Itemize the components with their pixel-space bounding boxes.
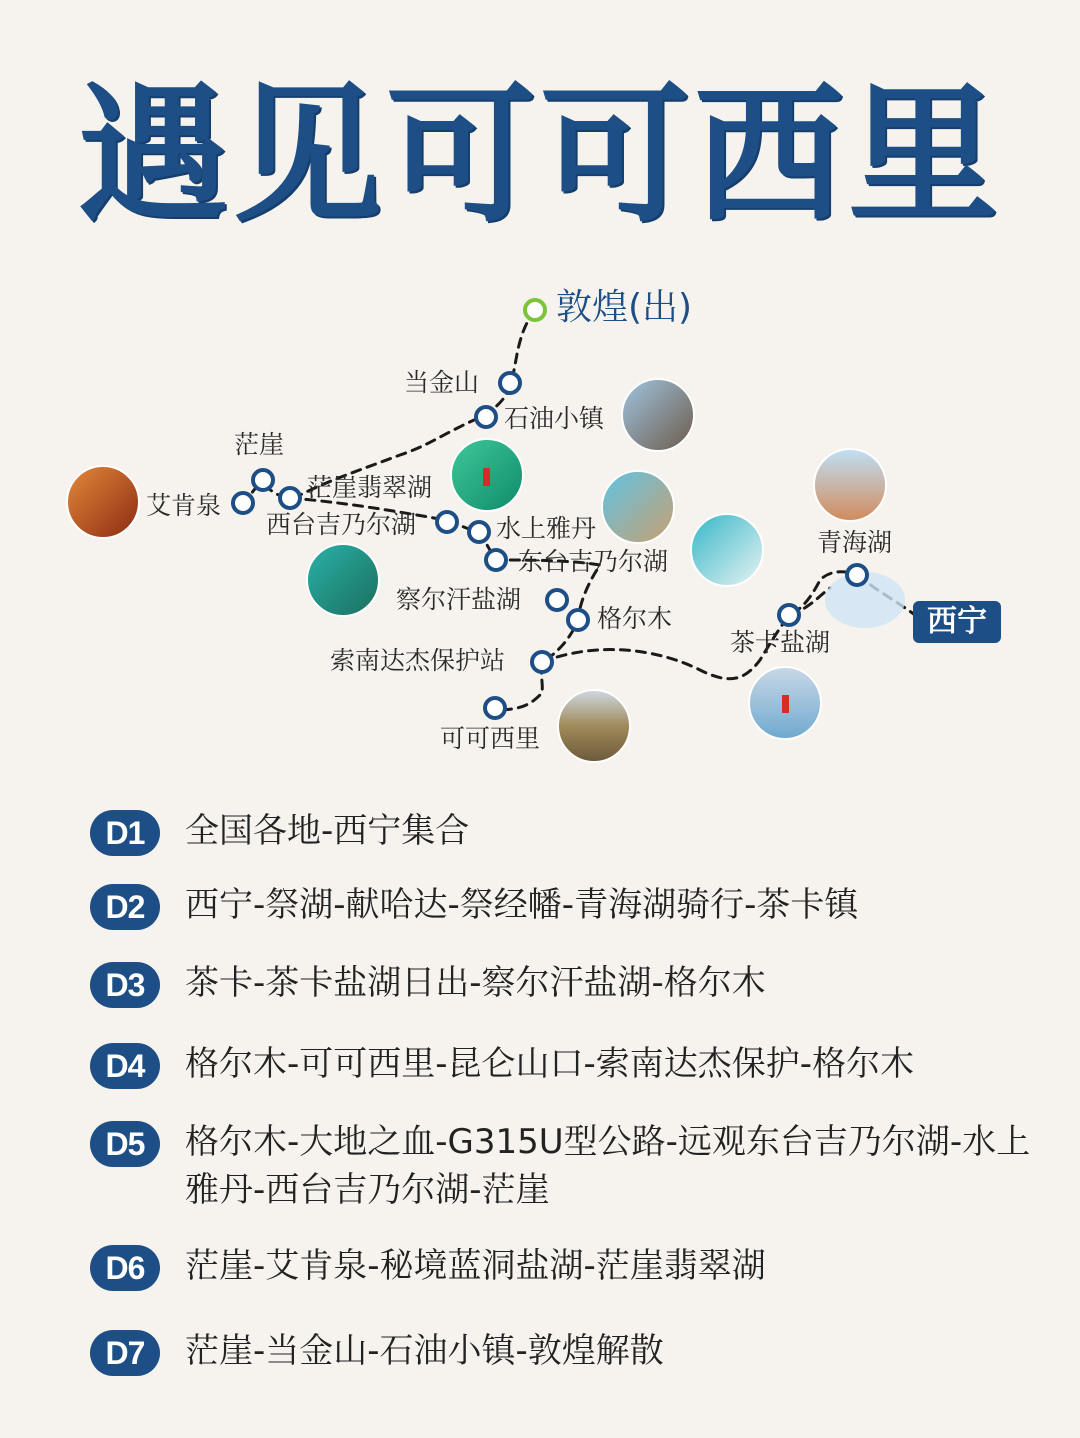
stop-label-shiyou: 石油小镇 bbox=[504, 404, 605, 433]
node-mangya bbox=[253, 470, 273, 490]
day-text: 茫崖-当金山-石油小镇-敦煌解散 bbox=[185, 1331, 664, 1371]
node-dunhuang bbox=[525, 300, 545, 320]
photo-xitaiji bbox=[307, 544, 379, 616]
stop-label-mangya: 茫崖 bbox=[234, 430, 285, 459]
node-xitaiji bbox=[437, 512, 457, 532]
stop-label-dongtaiji: 东台吉乃尔湖 bbox=[518, 547, 669, 576]
day-text: 茶卡-茶卡盐湖日出-察尔汗盐湖-格尔木 bbox=[185, 963, 766, 1003]
day-text: 西宁-祭湖-献哈达-祭经幡-青海湖骑行-茶卡镇 bbox=[185, 885, 859, 925]
node-kekexili bbox=[485, 698, 505, 718]
stop-label-chaerhan: 察尔汗盐湖 bbox=[396, 585, 522, 614]
stop-label-qinghaihu: 青海湖 bbox=[817, 528, 893, 557]
day-text: 茫崖-艾肯泉-秘境蓝洞盐湖-茫崖翡翠湖 bbox=[185, 1246, 766, 1286]
day-badge: D5 bbox=[90, 1121, 160, 1167]
node-feicuihu bbox=[280, 488, 300, 508]
day-text: 格尔木-可可西里-昆仑山口-索南达杰保护-格尔木 bbox=[185, 1044, 915, 1084]
stop-label-dunhuang: 敦煌(出) bbox=[556, 287, 693, 328]
node-dangjinshan bbox=[500, 373, 520, 393]
day-badge: D4 bbox=[90, 1043, 160, 1089]
photo-shiyou bbox=[622, 379, 694, 451]
stop-label-chaka: 茶卡盐湖 bbox=[730, 628, 831, 657]
day-badge: D3 bbox=[90, 962, 160, 1008]
node-suonan bbox=[532, 652, 552, 672]
stop-label-feicuihu: 茫崖翡翠湖 bbox=[307, 473, 433, 502]
photo-person-feicuihu bbox=[483, 468, 490, 486]
node-qinghaihu bbox=[847, 565, 867, 585]
page-title: 遇见可可西里 bbox=[77, 67, 1002, 243]
photo-qinghaihu bbox=[814, 449, 886, 521]
node-chaka bbox=[779, 605, 799, 625]
photo-kekexili bbox=[558, 690, 630, 762]
node-dongtaiji bbox=[486, 550, 506, 570]
day-badge: D6 bbox=[90, 1245, 160, 1291]
day-badge: D7 bbox=[90, 1330, 160, 1376]
node-shuishang bbox=[469, 522, 489, 542]
stop-label-dangjinshan: 当金山 bbox=[404, 368, 480, 397]
photo-aikenquan bbox=[67, 466, 139, 538]
node-aikenquan bbox=[233, 493, 253, 513]
stop-label-shuishang: 水上雅丹 bbox=[496, 514, 597, 543]
stop-label-geermu: 格尔木 bbox=[597, 604, 673, 633]
photo-person-chaka bbox=[782, 695, 789, 713]
stop-label-aikenquan: 艾肯泉 bbox=[146, 491, 222, 520]
day-badge: D1 bbox=[90, 810, 160, 856]
day-text: 全国各地-西宁集合 bbox=[185, 811, 470, 851]
day-text: 格尔木-大地之血-G315U型公路-远观东台吉乃尔湖-水上雅丹-西台吉乃尔湖-茫崖 bbox=[185, 1122, 1031, 1210]
photo-shuishang bbox=[602, 471, 674, 543]
stop-label-xitaiji: 西台吉乃尔湖 bbox=[266, 510, 417, 539]
node-shiyou bbox=[476, 407, 496, 427]
route-map bbox=[0, 270, 1080, 790]
day-badge: D2 bbox=[90, 884, 160, 930]
node-geermu bbox=[568, 610, 588, 630]
node-chaerhan bbox=[547, 590, 567, 610]
photo-dongtaiji bbox=[691, 514, 763, 586]
stop-label-kekexili: 可可西里 bbox=[440, 724, 541, 753]
end-label-xining: 西宁 bbox=[913, 601, 1001, 643]
route-path-east bbox=[542, 572, 858, 679]
stop-label-suonan: 索南达杰保护站 bbox=[330, 646, 506, 675]
